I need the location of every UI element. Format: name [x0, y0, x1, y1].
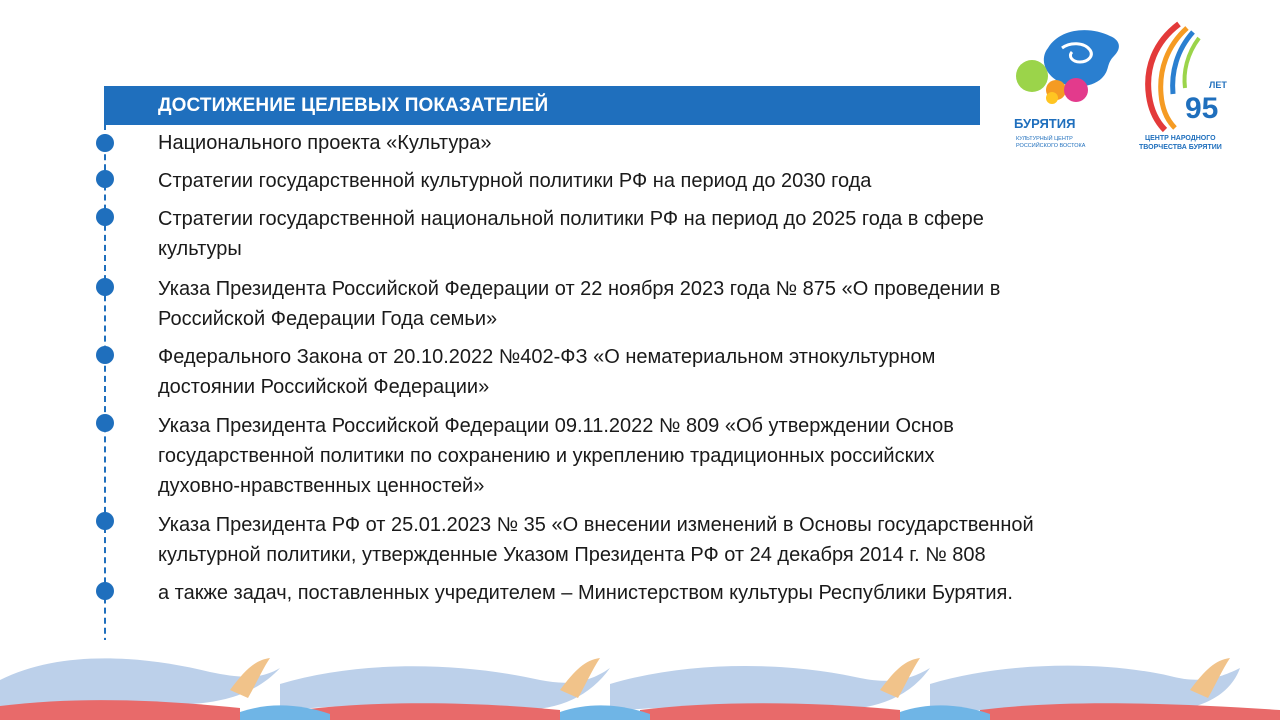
list-item: [158, 578, 1178, 608]
list-item-line: Стратегии государственной национальной политики РФ на период до 2025 года в сфере: [158, 208, 984, 230]
timeline-dot-5: [96, 346, 114, 364]
list-item: [158, 510, 1178, 570]
list-item: [158, 411, 1178, 501]
list-item-line: Национального проекта «Культура»: [158, 132, 492, 154]
bottom-ornament-band: [0, 640, 1280, 720]
list-item-line: духовно-нравственных ценностей»: [158, 475, 485, 497]
years-label: ЛЕТ: [1209, 80, 1227, 90]
timeline-dot-1: [96, 134, 114, 152]
list-item-line: Указа Президента Российской Федерации от 22 ноября 2023 года № 875 «О проведении в: [158, 278, 1001, 300]
anniversary-caption-1: ЦЕНТР НАРОДНОГО: [1145, 135, 1216, 142]
list-item-line: государственной политики по сохранению и укреплению традиционных российских: [158, 445, 935, 467]
timeline-dot-4: [96, 278, 114, 296]
header-bar: [104, 86, 980, 125]
list-item-line: культурной политики, утвержденные Указом Президента РФ от 24 декабря 2014 г. № 808: [158, 544, 986, 566]
buryatia-tagline-2: РОССИЙСКОГО ВОСТОКА: [1016, 143, 1086, 149]
buryatia-tagline-1: КУЛЬТУРНЫЙ ЦЕНТР: [1016, 136, 1073, 142]
list-item-line: достоянии Российской Федерации»: [158, 376, 490, 398]
header-title: ДОСТИЖЕНИЕ ЦЕЛЕВЫХ ПОКАЗАТЕЛЕЙ: [158, 95, 549, 116]
buryatia-name: БУРЯТИЯ: [1014, 116, 1076, 131]
list-item-line: Стратегии государственной культурной политики РФ на период до 2030 года: [158, 170, 872, 192]
list-item: [158, 274, 1178, 334]
list-item-line: Федерального Закона от 20.10.2022 №402-ФЗ «О нематериальном этнокультурном: [158, 346, 936, 368]
list-item-line: а также задач, поставленных учредителем – Министерством культуры Республики Бурятия.: [158, 582, 1013, 604]
list-item-line: культуры: [158, 238, 242, 260]
timeline-dot-3: [96, 208, 114, 226]
list-item: [158, 128, 1178, 158]
anniversary-number: 95: [1185, 92, 1219, 125]
timeline-dot-6: [96, 414, 114, 432]
timeline-dot-2: [96, 170, 114, 188]
list-item-line: Российской Федерации Года семьи»: [158, 308, 498, 330]
list-item-line: Указа Президента РФ от 25.01.2023 № 35 «О внесении изменений в Основы государственной: [158, 514, 1034, 536]
timeline-dot-7: [96, 512, 114, 530]
list-item: [158, 166, 1178, 196]
list-item: [158, 342, 1178, 402]
list-item-line: Указа Президента Российской Федерации 09.11.2022 № 809 «Об утверждении Основ: [158, 415, 954, 437]
list-item: [158, 204, 1178, 264]
timeline-dot-8: [96, 582, 114, 600]
anniversary-caption-2: ТВОРЧЕСТВА БУРЯТИИ: [1139, 144, 1222, 151]
